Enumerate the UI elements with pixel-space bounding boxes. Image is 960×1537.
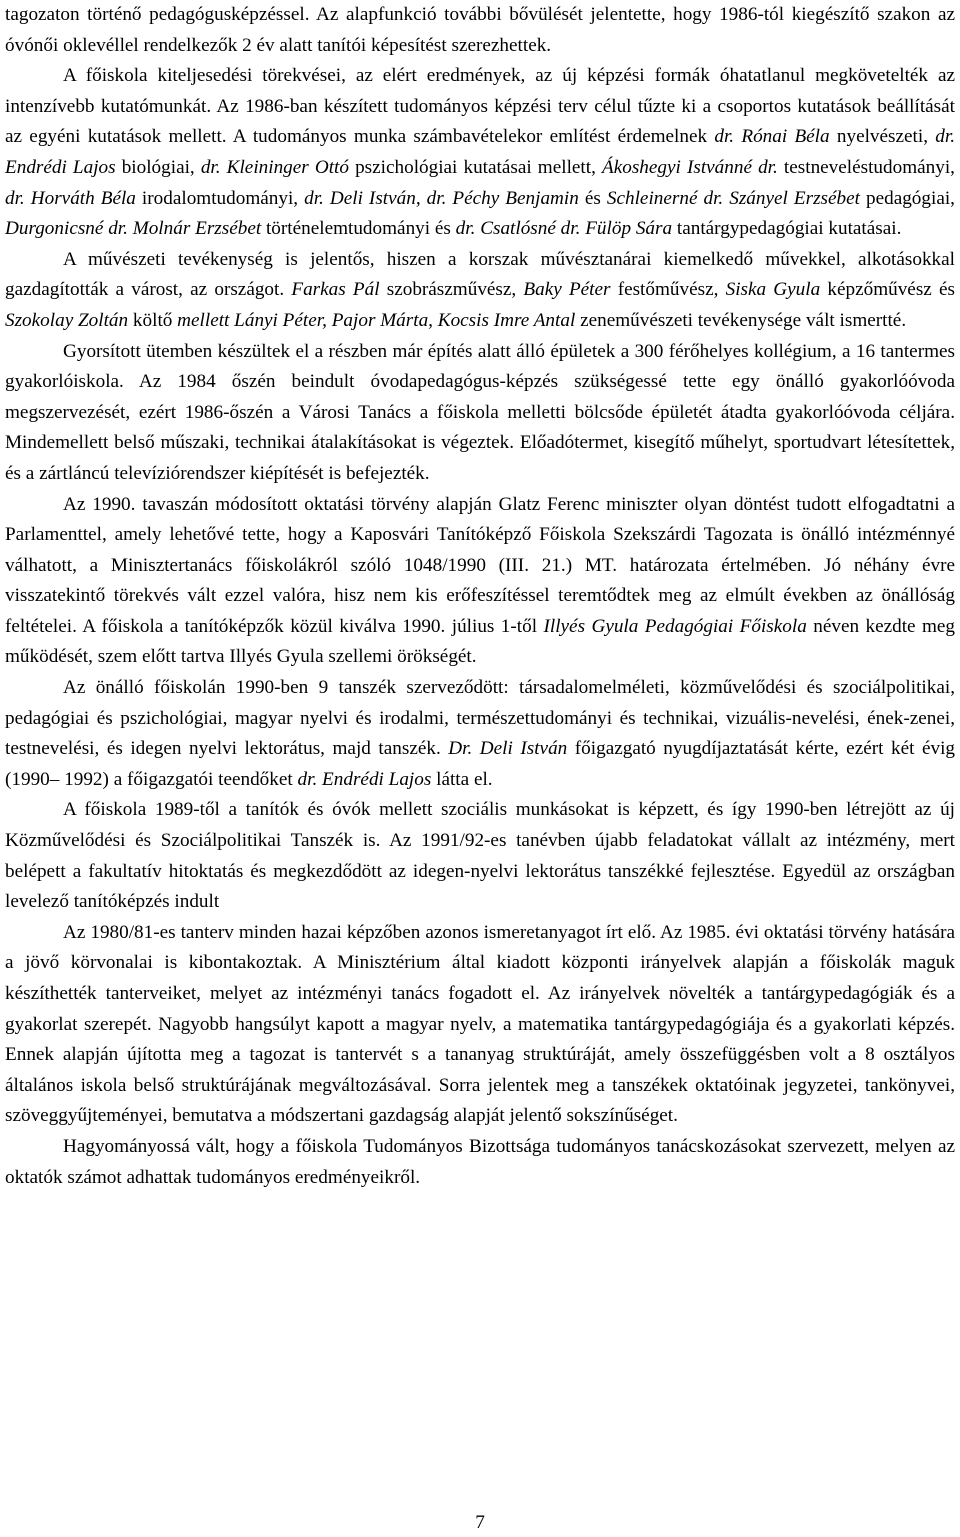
italic-text: Dr. Deli István	[448, 738, 568, 760]
italic-text: dr. Endrédi Lajos	[5, 126, 955, 178]
text-run: tagozaton történő pedagógusképzéssel. Az alapfunkció további bővülését jelentette, hogy 1986-tól kiegészítő szakon az óvónői oklevéllel rendelkezők 2 év alatt tanítói képesítést szerezhettek.	[5, 4, 955, 56]
text-run: zeneművészeti tevékenysége vált ismertté.	[575, 309, 907, 331]
text-run: festőművész,	[610, 279, 726, 301]
italic-text: dr. Rónai Béla	[714, 126, 830, 148]
italic-text: Ákoshegyi Istvánné dr.	[602, 156, 778, 178]
text-run: pedagógiai,	[859, 187, 955, 209]
text-run: pszichológiai kutatásai mellett,	[348, 156, 602, 178]
text-run: Az 1990. tavaszán módosított oktatási törvény alapján Glatz Ferenc miniszter olyan döntést tudott elfogadtatni a Parlamenttel, amely lehetővé tette, hogy a Kaposvári Tanítóképző Főiskola Szekszárdi Tagozata is önálló intézménnyé válhatott, a Minisztertanács főiskolákról szóló 1048/1990 (III. 21.) MT. határozata értelmében. Jó néhány évre visszatekintő törekvés vált ezzel valóra, hisz nem kis erőfeszítéssel teremtődtek meg az elmúlt években az önállóság feltételei. A főiskola a tanítóképzők közül kiválva 1990. július 1-től	[5, 493, 955, 637]
text-run: szobrászművész,	[379, 279, 524, 301]
paragraph	[5, 490, 955, 674]
paragraph	[5, 1132, 955, 1193]
text-run: Gyorsított ütemben készültek el a részben már építés alatt álló épületek a 300 férőhelyes kollégium, a 16 tantermes gyakorlóiskola. Az 1984 őszén beindult óvodapedagógus-képzés szükségessé tette egy önálló gyakorlóóvoda megszervezését, ezért 1986-őszén a Városi Tanács a főiskola melletti bölcsőde épületét átadta gyakorlóóvoda céljára. Mindemellett belső műszaki, technikai átalakításokat is végeztek. Előadótermet, kisegítő műhelyt, sportudvart létesítettek, és a zártláncú televíziórendszer kiépítését is befejezték.	[5, 340, 955, 484]
italic-text: Durgonicsné dr. Molnár Erzsébet	[5, 218, 262, 240]
paragraph	[5, 0, 955, 61]
italic-text: Baky Péter	[523, 279, 611, 301]
text-run: látta el.	[431, 768, 493, 790]
italic-text: dr. Horváth Béla	[5, 187, 136, 209]
italic-text: dr. Kleininger Ottó	[200, 156, 349, 178]
italic-text: Schleinerné dr. Szányel Erzsébet	[606, 187, 860, 209]
text-run: képzőművész és	[820, 279, 955, 301]
text-run: nyelvészeti,	[829, 126, 936, 148]
document-body	[5, 0, 955, 1193]
text-run: testneveléstudományi,	[777, 156, 955, 178]
italic-text: dr. Endrédi Lajos	[297, 768, 432, 790]
italic-text: Szokolay Zoltán	[5, 309, 129, 331]
italic-text: dr. Deli István, dr. Péchy Benjamin	[304, 187, 579, 209]
paragraph	[5, 673, 955, 795]
text-run: A főiskola 1989-től a tanítók és óvók mellett szociális munkásokat is képzett, és így 1990-ben létrejött az új Közművelődési és Szociálpolitikai Tanszék is. Az 1991/92-es tanévben újabb feladatokat vállalt az intézmény, mert belépett a fakultatív hitoktatás és megkezdődött az idegen-nyelvi lektorátus tanszékké fejlesztése. Egyedül az országban levelező tanítóképzés indult	[5, 799, 955, 913]
italic-text: Siska Gyula	[725, 279, 821, 301]
text-run: Az 1980/81-es tanterv minden hazai képzőben azonos ismeretanyagot írt elő. Az 1985. évi oktatási törvény hatására a jövő körvonalai is kibontakoztak. A Minisztérium által kiadott központi irányelvek alapján a főiskolák maguk készíthették tanterveiket, melyet az intézményi tanács fogadott el. Az irányelvek növelték a tantárgypedagógiák és a gyakorlat szerepét. Nagyobb hangsúlyt kapott a magyar nyelv, a matematika tantárgypedagógiája és a gyakorlati képzés. Ennek alapján újította meg a tagozat is tantervét s a tananyag struktúráját, amely összefüggésben volt a 8 osztályos általános iskola belső struktúrájának megváltozásával. Sorra jelentek meg a tanszékek oktatóinak jegyzetei, tankönyvei, szöveggyűjteményei, bemutatva a módszertani gazdagság alapját jelentő sokszínűséget.	[5, 921, 955, 1127]
italic-text: Illyés Gyula Pedagógiai Főiskola	[543, 615, 807, 637]
text-run: Hagyományossá vált, hogy a főiskola Tudományos Bizottsága tudományos tanácskozásokat szervezett, melyen az oktatók számot adhattak tudományos eredményeikről.	[5, 1135, 955, 1188]
paragraph	[5, 61, 955, 245]
text-run: A művészeti tevékenység is jelentős, hiszen a korszak művésztanárai kiemelkedő művekkel, alkotásokkal gazdagították a várost, az országot.	[5, 248, 955, 301]
text-run: költő	[128, 309, 178, 331]
text-run: történelemtudományi és	[261, 218, 456, 240]
paragraph	[5, 337, 955, 490]
text-run: biológiai,	[115, 156, 201, 178]
italic-text: mellett Lányi Péter, Pajor Márta, Kocsis Imre Antal	[177, 309, 576, 331]
paragraph	[5, 918, 955, 1132]
italic-text: Farkas Pál	[291, 279, 380, 301]
text-run: főigazgató nyugdíjaztatását kérte, ezért két évig (1990– 1992) a főigazgatói teendőket	[5, 738, 955, 790]
text-run: A főiskola kiteljesedési törekvései, az elért eredmények, az új képzési formák óhatatlanul megkövetelték az intenzívebb kutatómunkát. Az 1986-ban készített tudományos képzési terv célul tűzte ki a csoportos kutatások beállítását az egyéni kutatások mellett. A tudományos munka számbavételekor említést érdemelnek	[5, 65, 955, 148]
text-run: irodalomtudományi,	[135, 187, 305, 209]
italic-text: dr. Csatlósné dr. Fülöp Sára	[455, 218, 673, 240]
text-run: néven kezdte meg működését, szem előtt tartva Illyés Gyula szellemi örökségét.	[5, 615, 955, 668]
text-run: Az önálló főiskolán 1990-ben 9 tanszék szerveződött: társadalomelméleti, közművelődési és szociálpolitikai, pedagógiai és pszichológiai, magyar nyelvi és irodalmi, természettudományi és technikai, vizuális-nevelési, ének-zenei, testnevelési, és idegen nyelvi lektorátus, majd tanszék.	[5, 677, 955, 760]
paragraph	[5, 245, 955, 337]
page-number: 7	[475, 1512, 485, 1533]
paragraph	[5, 795, 955, 917]
text-run: és	[578, 187, 607, 209]
text-run: tantárgypedagógiai kutatásai.	[672, 218, 902, 240]
